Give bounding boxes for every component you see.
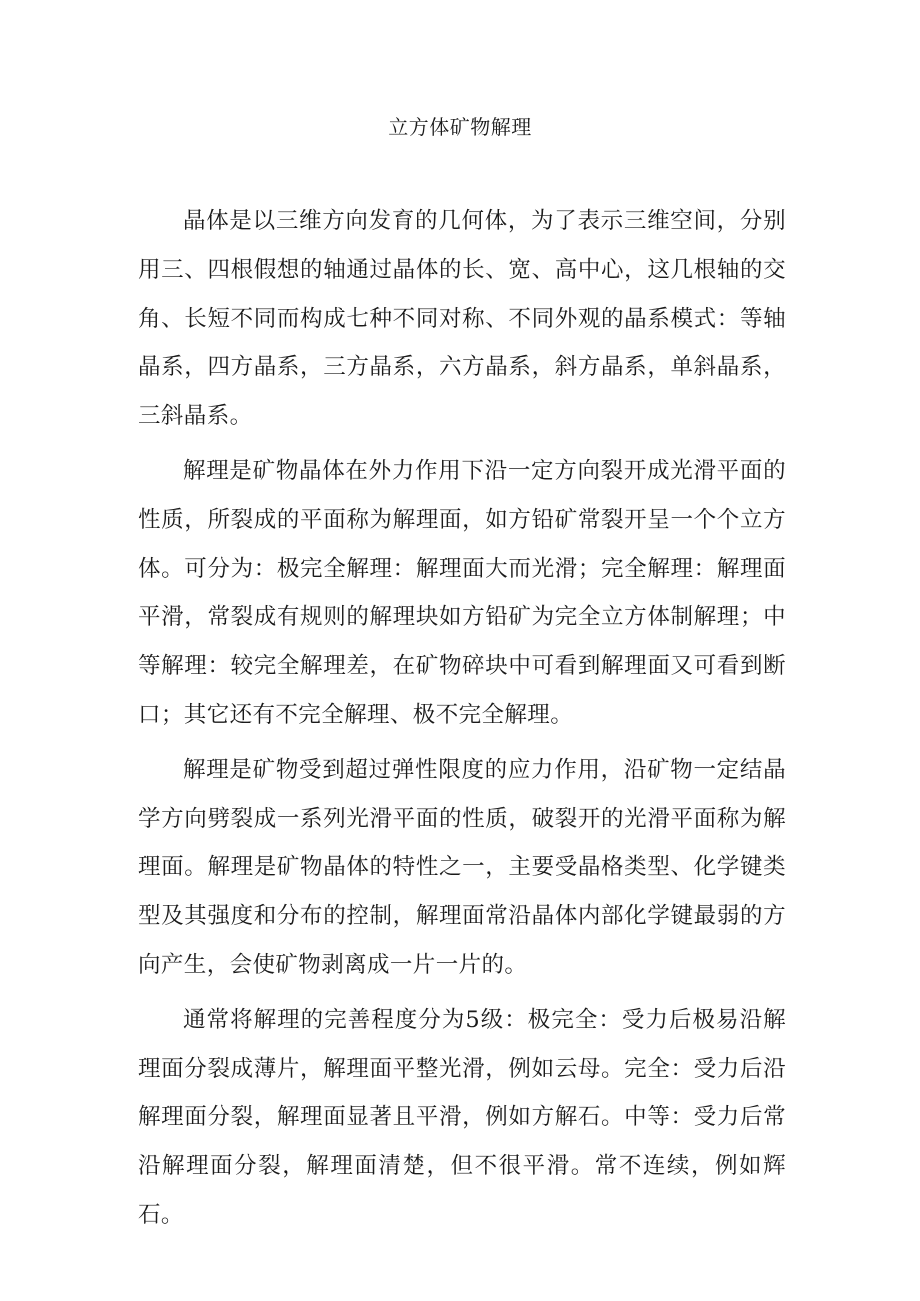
paragraph-cleavage-grades: 通常将解理的完善程度分为5级：极完全：受力后极易沿解理面分裂成薄片，解理面平整光滑，例如云母。完全：受力后沿解理面分裂，解理面显著且平滑，例如方解石。中等：受力后常沿解理面分裂，解理面清楚，但不很平滑。常不连续，例如辉石。 <box>138 1006 786 1228</box>
document-body <box>138 197 786 1246</box>
paragraph-cleavage-definition: 解理是矿物晶体在外力作用下沿一定方向裂开成光滑平面的性质，所裂成的平面称为解理面，如方铅矿常裂开呈一个个立方体。可分为：极完全解理：解理面大而光滑；完全解理：解理面平滑，常裂成有规则的解理块如方铅矿为完全立方体制解理；中等解理：较完全解理差，在矿物碎块中可看到解理面又可看到断口；其它还有不完全解理、极不完全解理。 <box>138 457 786 728</box>
paragraph-crystal-systems: 晶体是以三维方向发育的几何体，为了表示三维空间，分别用三、四根假想的轴通过晶体的长、宽、高中心，这几根轴的交角、长短不同而构成七种不同对称、不同外观的晶系模式：等轴晶系，四方晶系，三方晶系，六方晶系，斜方晶系，单斜晶系，三斜晶系。 <box>138 208 786 430</box>
document-title: 立方体矿物解理 <box>388 115 532 139</box>
paragraph-cleavage-mechanism: 解理是矿物受到超过弹性限度的应力作用，沿矿物一定结晶学方向劈裂成一系列光滑平面的性质，破裂开的光滑平面称为解理面。解理是矿物晶体的特性之一，主要受晶格类型、化学键类型及其强度和分布的控制，解理面常沿晶体内部化学键最弱的方向产生，会使矿物剥离成一片一片的。 <box>138 756 786 978</box>
